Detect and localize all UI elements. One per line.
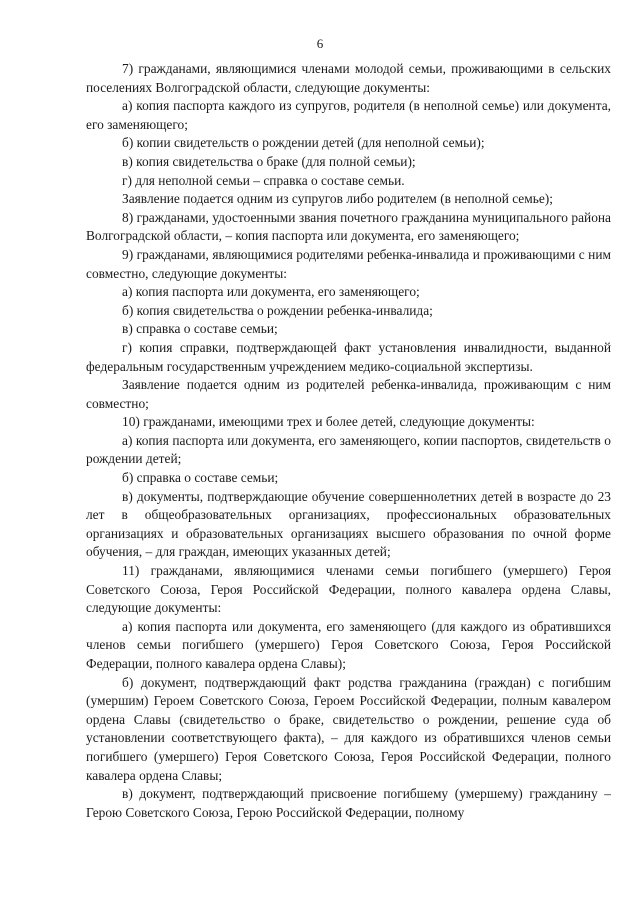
page-number: 6 — [316, 36, 324, 51]
paragraph: 9) гражданами, являющимися родителями ребенка-инвалида и проживающими с ним совместно, следующие документы: — [86, 246, 611, 281]
paragraph: 7) гражданами, являющимися членами молодой семьи, проживающими в сельских поселениях Волгоградской области, следующие документы: — [86, 61, 611, 95]
paragraph: в) копия свидетельства о браке (для полной семьи); — [122, 153, 416, 169]
paragraph: б) документ, подтверждающий факт родства гражданина (граждан) с погибшим (умершим) Героем Советского Союза, Героем Российской Федерации, полным кавалером ордена Славы (свидетельство о браке, свидетельство о рождении, решение суда об установлении соответствующего факта), – для каждого из обратившихся членов семьи погибшего (умершего) Героя Советского Союза, Героя Российской Федерации, полного кавалера ордена Славы; — [86, 674, 611, 783]
paragraph: а) копия паспорта или документа, его заменяющего, копии паспортов, свидетельств о рождении детей; — [86, 432, 611, 467]
paragraph: в) справка о составе семьи; — [122, 321, 278, 337]
paragraph: г) копия справки, подтверждающей факт установления инвалидности, выданной федеральным государственным учреждением медико-социальной экспертизы. — [86, 339, 611, 374]
paragraph: 8) гражданами, удостоенными звания почетного гражданина муниципального района Волгоградской области, – копия паспорта или документа, его заменяющего; — [86, 209, 611, 244]
paragraph: в) документы, подтверждающие обучение совершеннолетних детей в возрасте до 23 лет в общеобразовательных организациях, профессиональных образовательных организациях и образовательных организациях высшего образования по очной форме обучения, – для граждан, имеющих указанных детей; — [86, 488, 611, 560]
paragraph: Заявление подается одним из супругов либо родителем (в неполной семье); — [122, 191, 553, 207]
paragraph: г) для неполной семьи – справка о составе семьи. — [122, 172, 405, 188]
document-body — [86, 60, 611, 822]
paragraph: б) копии свидетельств о рождении детей (для неполной семьи); — [122, 135, 485, 151]
paragraph: б) копия свидетельства о рождении ребенка-инвалида; — [122, 302, 433, 318]
paragraph: 10) гражданами, имеющими трех и более детей, следующие документы: — [122, 414, 535, 430]
paragraph: б) справка о составе семьи; — [122, 470, 279, 486]
paragraph: в) документ, подтверждающий присвоение погибшему (умершему) гражданину – Герою Советского Союза, Герою Российской Федерации, полному — [86, 786, 611, 820]
paragraph: а) копия паспорта каждого из супругов, родителя (в неполной семье) или документа, его заменяющего; — [86, 98, 611, 132]
paragraph: 11) гражданами, являющимися членами семьи погибшего (умершего) Героя Советского Союза, Героя Российской Федерации, полного кавалера ордена Славы, следующие документы: — [86, 563, 611, 616]
paragraph: Заявление подается одним из родителей ребенка-инвалида, проживающим с ним совместно; — [86, 377, 611, 411]
paragraph: а) копия паспорта или документа, его заменяющего; — [122, 284, 420, 300]
paragraph: а) копия паспорта или документа, его заменяющего (для каждого из обратившихся членов семьи погибшего (умершего) Героя Советского Союза, Героя Российской Федерации, полного кавалера ордена Славы); — [86, 618, 611, 671]
